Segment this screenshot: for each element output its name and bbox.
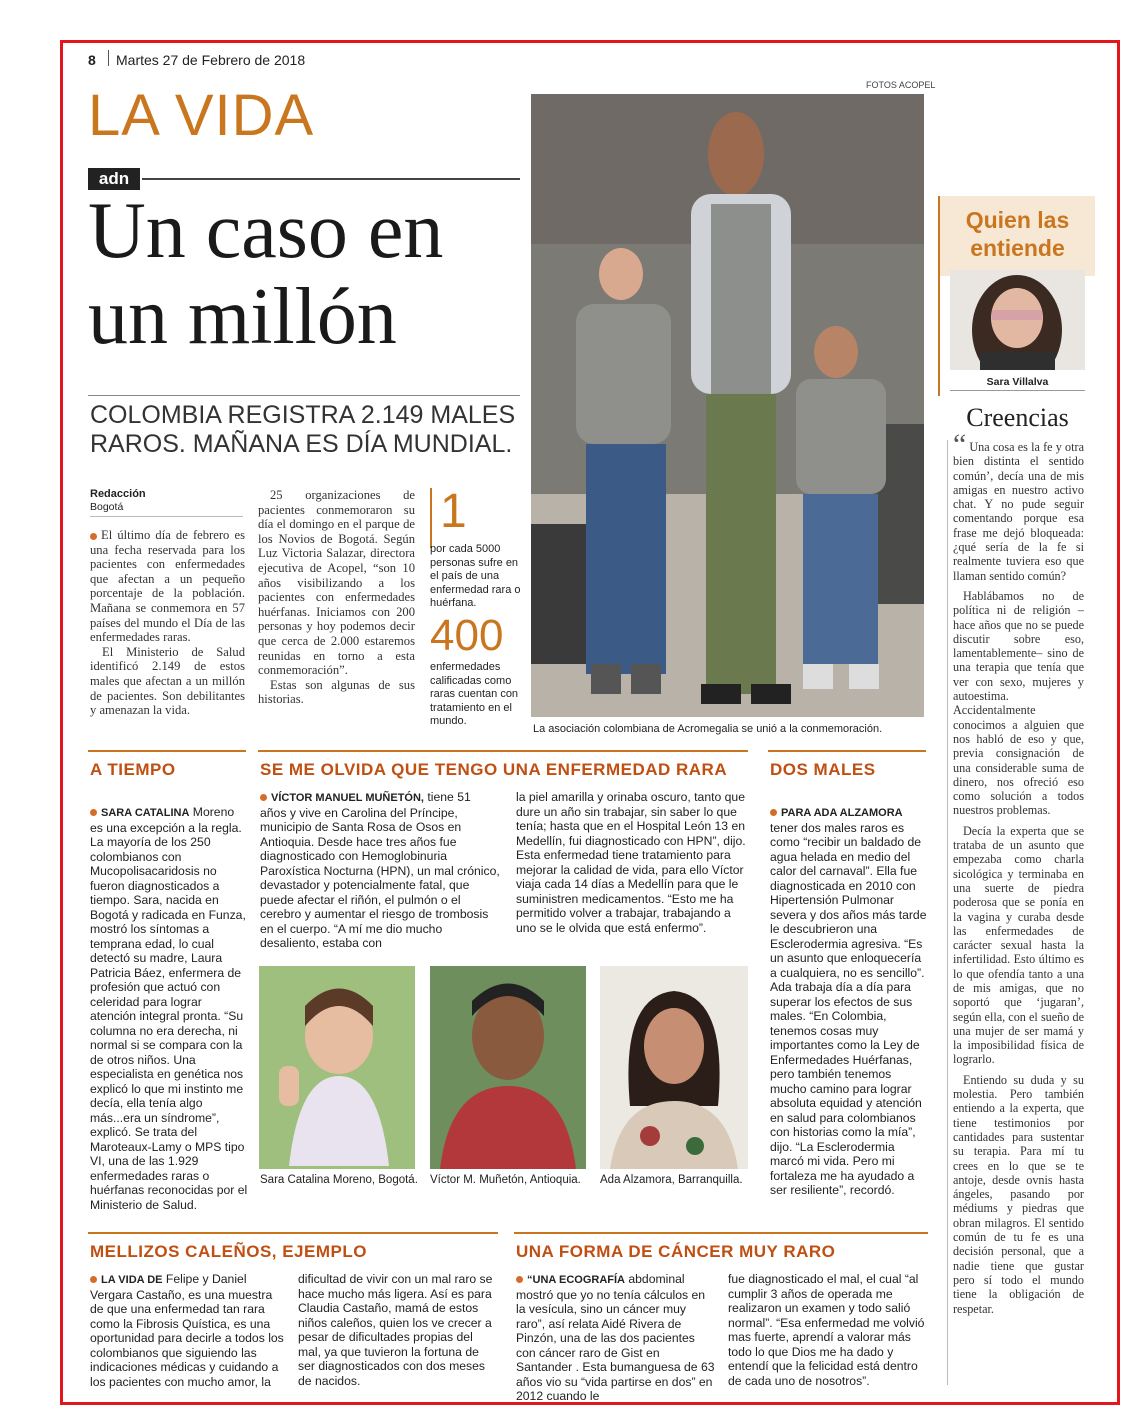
column-body (953, 428, 1084, 1316)
olvida-lead: VÍCTOR MANUEL MUÑETÓN, (271, 792, 424, 804)
photo-credit: FOTOS ACOPEL (866, 80, 936, 90)
stat-2-text: enfermedades calificadas como raras cuentan con tratamiento en el mundo. (430, 661, 519, 727)
dos-males-body (770, 805, 927, 1198)
ada-photo (600, 966, 748, 1169)
victor-caption: Víctor M. Muñetón, Antioquia. (430, 1174, 581, 1186)
page-number: 8 (88, 52, 96, 68)
olvida-col-1 (260, 790, 500, 951)
header-date: Martes 27 de Febrero de 2018 (116, 52, 306, 68)
headline (88, 188, 443, 360)
intro-paragraph-1: El último día de febrero es una fecha reservada para los pacientes con enfermedades que afectan a un pequeño porcentaje de la población. Mañana se conmemora en 57 países del mundo el Día de las enfermedades raras. (90, 528, 245, 645)
intro-paragraph-3: 25 organizaciones de pacientes conmemoraron su día el domingo en el parque de los Novios de Bogotá. Según Luz Victoria Salazar, directora ejecutiva de Acopel, “son 10 años visibilizando a los pacientes con enfermedades huérfanas. Iniciamos con 200 personas y hoy podemos decir que cerca de 2.000 estaremos reunidas en torno a esta conmemoración”. (258, 488, 415, 678)
quote-mark-icon: “ (953, 428, 967, 461)
bullet-icon (260, 794, 267, 801)
mellizos-rule (88, 1232, 498, 1234)
subhead-line-2: RAROS. MAÑANA ES DÍA MUNDIAL. (90, 430, 513, 458)
byline-rule (90, 516, 243, 517)
columnist-portrait (950, 270, 1085, 370)
mellizos-col-2: dificultad de vivir con un mal raro se hace mucho más ligera. Así es para Claudia Castaño, mamá de estos niños caleños, quien los ve crecer a pesar de dificultades propias del mal, ya que tuvieron la fortuna de ser diagnosticados con dos meses de nacidos. (298, 1272, 493, 1388)
intro-col-1 (90, 528, 245, 718)
mellizos-lead: LA VIDA DE (101, 1274, 163, 1286)
column-paragraph-2: Hablábamos no de política ni de religión –hace años que no se puede discutir sobre eso, lamentablemente– sino de una terapia que tenía que ver con sexo, mujeres y autoestima. Accidentalmente conocimos a alguien que nos habló de eso y que, previa consignación de una considerable suma de dinero, nos ofreció eso como solución a todos nuestros problemas. (953, 588, 1084, 818)
header-divider (108, 50, 109, 66)
a-tiempo-lead: SARA CATALINA (101, 807, 190, 819)
mellizos-text-1: Felipe y Daniel Vergara Castaño, es una muestra de que una enfermedad tan rara como la Fibrosis Quística, es una oportunidad para decirle a todos los colombianos que siguiendo las indicaciones médicas y cuidando a los pacientes con mucho amor, la (90, 1272, 284, 1389)
ada-caption: Ada Alzamora, Barranquilla. (600, 1174, 743, 1186)
bullet-icon (516, 1276, 523, 1283)
a-tiempo-rule (88, 750, 246, 752)
dos-males-rule (768, 750, 926, 752)
column-paragraph-4: Entiendo su duda y su molestia. Pero también entiendo a la experta, que tiene testimonios por cantidades para sustentar su terapia. Para mí tu crees en lo que se te antoje, desde ovnis hasta ángeles, pasando por médiums y piedras que obran milagros. El sentido común de tu fe es una decisión personal, que a nadie tiene que gustar pero sí todo el mundo tiene la obligación de respetar. (953, 1072, 1084, 1316)
main-photo-caption: La asociación colombiana de Acromegalia se unió a la conmemoración. (533, 723, 883, 735)
column-title: Creencias (966, 403, 1069, 432)
mellizos-col-1 (90, 1272, 285, 1389)
cancer-text-1: abdominal mostró que yo no tenía cálculos en la vesícula, sino un cáncer muy raro”, así relata Aidé Rivera de Pinzón, una de las dos pacientes con cáncer raro de Gist en Santander . Esta bumanguesa de 63 años vio su “vida partirse en dos” en 2012 cuando le (516, 1272, 715, 1403)
headline-line-1: Un caso en (88, 187, 444, 275)
victor-photo (430, 966, 586, 1169)
victor-portrait (430, 966, 586, 1169)
acromegalia-group-photo (531, 94, 924, 717)
cancer-col-2: fue diagnosticado el mal, el cual “al cumplir 3 años de operada me realizaron un examen y todo salió normal”. “Esa enfermedad me volvió mas fuerte, aprendí a valorar más todo lo que Dios me ha dado y entendí que la felicidad está dentro de cada uno de nosotros”. (728, 1272, 925, 1388)
headline-rule (88, 395, 520, 396)
cancer-lead: “UNA ECOGRAFÍA (527, 1274, 625, 1286)
cancer-col-1 (516, 1272, 716, 1404)
cancer-rule (514, 1232, 928, 1234)
cancer-heading: UNA FORMA DE CÁNCER MUY RARO (516, 1242, 836, 1261)
olvida-rule (258, 750, 748, 752)
bullet-icon (90, 533, 97, 540)
column-paragraph-1: Una cosa es la fe y otra bien distinta el sentido común’, decía una de mis amigas en nuestro activo chat. Y no pude seguir comentando porque esa frase me dejó bloqueada: ¿qué sería de la fe si realmente tuviera eso que llaman sentido común? (953, 440, 1084, 583)
intro-col-2 (258, 488, 415, 707)
byline: Redacción (90, 488, 146, 500)
headline-line-2: un millón (88, 273, 397, 361)
adn-logo: adn (88, 168, 140, 190)
a-tiempo-body (90, 805, 248, 1212)
bullet-icon (90, 1276, 97, 1283)
dos-males-lead: PARA ADA ALZAMORA (781, 807, 903, 819)
intro-paragraph-2: El Ministerio de Salud identificó 2.149 de estos males que afectan a un millón de pacientes. Son debilitantes y amenazan la vida. (90, 644, 245, 718)
column-box-title-2: entiende (970, 235, 1065, 261)
bullet-icon (90, 809, 97, 816)
column-box-title (940, 206, 1095, 262)
stat-1-text: por cada 5000 personas sufre en el país de una enfermedad rara o huérfana. (430, 543, 521, 609)
columnist-name: Sara Villalva (986, 376, 1049, 388)
sara-portrait (259, 966, 415, 1169)
column-box-title-1: Quien las (965, 207, 1070, 233)
a-tiempo-text: Moreno es una excepción a la regla. La mayoría de los 250 colombianos con Mucopolisacaridosis no fueron diagnosticados a tiempo. Sara, nacida en Bogotá y radicada en Funza, mostró los síntomas a temprana edad, lo cual detectó su madre, Laura Patricia Báez, enfermera de profesión que actuó con celeridad para lograr atención integral pronta. “Su columna no era derecha, ni normal si se compara con la de otros niños. Una especialista en genética nos explicó lo que mi instinto me decía, ella tenía algo más...era un síndrome”, explicó. Se trata del Maroteaux-Lamy o MPS tipo VI, una de las 1.929 enfermedades raras o huérfanas reconocidas por el Ministerio de Salud. (90, 805, 248, 1212)
byline-city: Bogotá (90, 501, 124, 513)
subhead (90, 401, 515, 459)
dos-males-text: tener dos males raros es como “recibir un baldado de agua helada en medio del calor del carnaval”. Ella fue diagnosticada en 2010 con Hipertensión Pulmonar severa y dos años más tarde le descubrieron una Esclerodermia agresiva. “Es un asunto que enloquecería a cualquiera, no es sencillo”. Ada trabaja día a día para superar los efectos de sus males. “En Colombia, tenemos cosas muy importantes como la Ley de Enfermedades Huérfanas, pero también tenemos mucho camino para lograr absoluta equidad y atención en salud para colombianos con historias como la mía”, dijo. “La Esclerodermia marcó mi vida. Pero mi fortaleza me ha ayudado a ser resiliente”, recordó. (770, 820, 927, 1197)
sara-photo (259, 966, 415, 1169)
sara-caption: Sara Catalina Moreno, Bogotá. (260, 1174, 418, 1186)
logo-rule (142, 178, 520, 180)
dos-males-heading: DOS MALES (770, 760, 876, 779)
intro-paragraph-4: Estas son algunas de sus historias. (258, 677, 415, 707)
columnist-photo (950, 270, 1085, 370)
subhead-line-1: COLOMBIA REGISTRA 2.149 MALES (90, 401, 516, 429)
a-tiempo-heading: A TIEMPO (90, 760, 176, 779)
main-photo (531, 94, 924, 717)
stat-1-number: 1 (440, 485, 467, 538)
bullet-icon (770, 809, 777, 816)
ada-portrait (600, 966, 748, 1169)
stat-bar (430, 488, 432, 548)
section-title: LA VIDA (88, 83, 315, 148)
column-divider (947, 440, 948, 1385)
olvida-text-1: tiene 51 años y vive en Carolina del Príncipe, municipio de Santa Rosa de Osos en Antioquia. Desde hace tres años fue diagnosticado con Hemoglobinuria Paroxística Nocturna (HPN), un mal crónico, devastador y potencialmente fatal, que puede afectar el riñón, el pulmón o el cerebro y aumentar el riesgo de trombosis en el cuerpo. “A mí me dio mucho desaliento, estaba con (260, 790, 500, 950)
column-paragraph-3: Decía la experta que se trataba de un asunto que empezaba como charla sicológica y terminaba en una suerte de piedra poderosa que se ponía en la vagina y curaba desde las enfermedades de carácter sexual hasta la infertilidad. Esto último es lo que ofendía tanto a una de mis amigas, que no soportó que ‘jugaran’, según ella, con el sueño de una mujer de ser mamá y la imposibilidad física de lograrlo. (953, 823, 1084, 1067)
olvida-heading: SE ME OLVIDA QUE TENGO UNA ENFERMEDAD RARA (260, 760, 728, 779)
mellizos-heading: MELLIZOS CALEÑOS, EJEMPLO (90, 1242, 367, 1261)
stat-2-number: 400 (430, 611, 504, 660)
columnist-rule (950, 390, 1085, 391)
olvida-col-2: la piel amarilla y orinaba oscuro, tanto que dure un año sin trabajar, sin saber lo que tenía; hasta que en el Hospital León 13 en Medellín, fui diagnosticado con HPN”, dijo. Esta enfermedad tiene tratamiento para mejorar la calidad de vida, para ello Víctor viaja cada 14 días a Medellín para que le suministren medicamentos. “Esto me ha permitido volver a trabajar, trabajando a uno se le olvida que está enfermo”. (516, 790, 746, 935)
